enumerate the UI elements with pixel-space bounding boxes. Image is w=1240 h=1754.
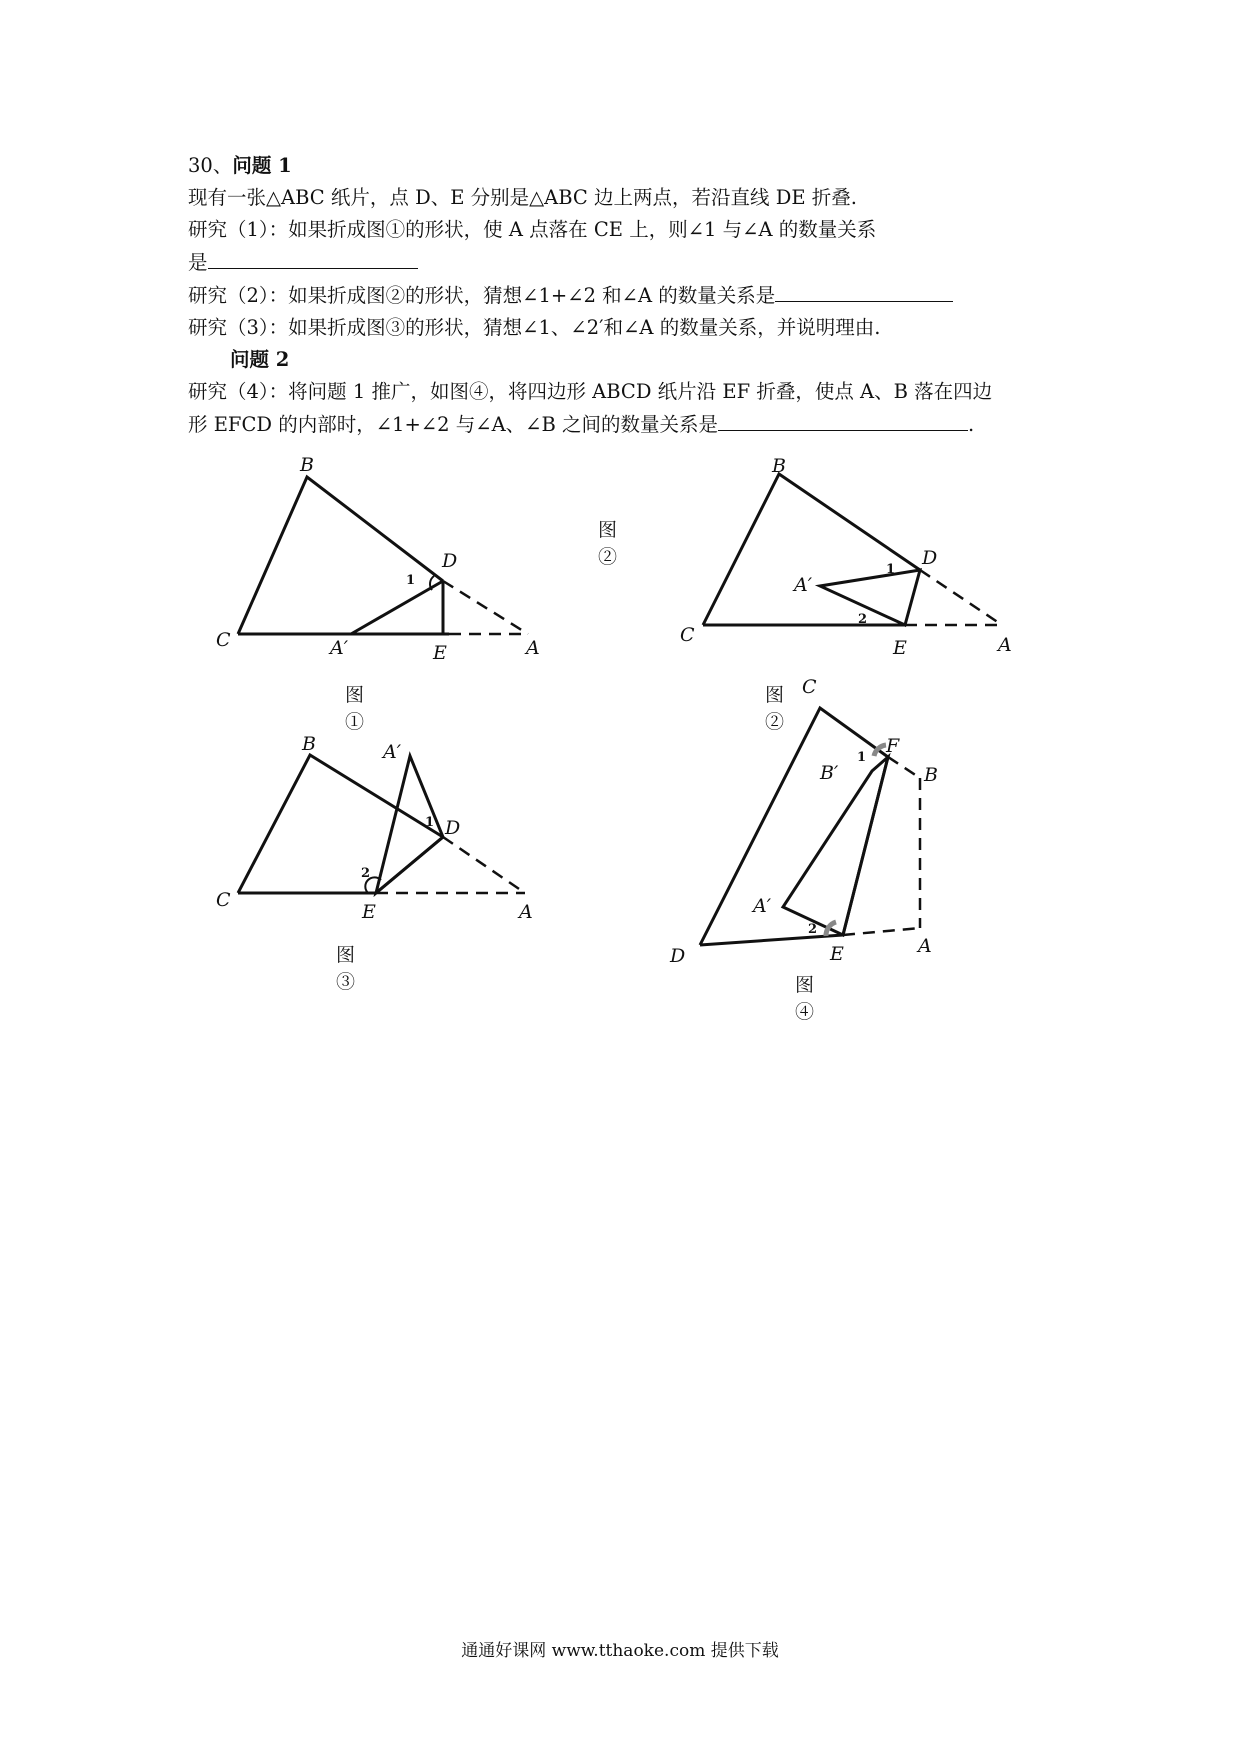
study4-line: 研究（4）：将问题 1 推广，如图④，将四边形 ABCD 纸片沿 EF 折叠，使点 A、B 落在四边 — [188, 380, 993, 403]
fig2-label-a-prime: A′ — [794, 574, 813, 596]
fig4-caption: 图④ — [795, 974, 815, 1023]
fig4-label-f: F — [886, 735, 900, 757]
fig3-angle1-label: 1 — [425, 815, 435, 830]
fig2-stray-label: C — [802, 676, 817, 698]
fig2-caption: 图② — [765, 684, 785, 733]
study4-tail: 形 EFCD 的内部时，∠1+∠2 与∠A、∠B 之间的数量关系是 — [188, 413, 719, 436]
study4-end: . — [968, 413, 975, 436]
fig4-angle2-label: 2 — [808, 922, 818, 937]
fig2-angle2-label: 2 — [858, 612, 868, 627]
fig4-label-b: B — [924, 764, 938, 786]
fig4-label-e: E — [830, 943, 844, 965]
fig3-caption: 图③ — [336, 944, 356, 993]
study2-text: 研究（2）：如果折成图②的形状，猜想∠1+∠2 和∠A 的数量关系是 — [188, 284, 776, 307]
fig3-label-a: A — [519, 901, 533, 923]
study3-line: 研究（3）：如果折成图③的形状，猜想∠1、∠2′和∠A 的数量关系，并说明理由. — [188, 316, 881, 339]
fig4-angle1-label: 1 — [857, 750, 867, 765]
fig1-label-c: C — [216, 629, 231, 651]
fig1-caption: 图① — [345, 684, 365, 733]
fig3-label-c: C — [216, 889, 231, 911]
fig1-angle1-label: 1 — [406, 573, 416, 588]
problem2-title: 问题 2 — [230, 348, 290, 371]
fig1-label-a: A — [526, 637, 540, 659]
study1-tail: 是 — [188, 251, 208, 274]
fig2-label-c: C — [680, 624, 695, 646]
intro-line: 现有一张△ABC 纸片，点 D、E 分别是△ABC 边上两点，若沿直线 DE 折叠. — [188, 186, 858, 209]
fig4-label-a: A — [918, 935, 932, 957]
study1-line: 研究（1）：如果折成图①的形状，使 A 点落在 CE 上，则∠1 与∠A 的数量关系 — [188, 218, 877, 241]
fig4-label-a-prime: A′ — [753, 895, 772, 917]
fig1-label-e: E — [433, 642, 447, 664]
footer-source: 通通好课网 www.tthaoke.com 提供下载 — [461, 1641, 779, 1661]
fig3-label-e: E — [362, 901, 376, 923]
fig2-label-e: E — [893, 637, 907, 659]
problem1-title: 问题 1 — [232, 154, 292, 177]
fig1-label-a-prime: A′ — [330, 637, 349, 659]
fig1-label-b: B — [300, 454, 314, 476]
fig4-label-d: D — [670, 945, 686, 967]
fig1-label-d: D — [442, 550, 458, 572]
question-number: 30、 — [188, 154, 233, 177]
fig4-label-b-prime: B′ — [820, 762, 839, 784]
fig4-dashed-ea — [843, 928, 920, 935]
fig2-label-b: B — [772, 455, 786, 477]
fig4-base-de — [700, 935, 843, 945]
fig4-dashed-fb — [888, 757, 920, 778]
fig3-label-d: D — [445, 817, 461, 839]
fig4-fold-fe — [843, 757, 888, 935]
fig2-label-a: A — [998, 634, 1012, 656]
fig3-label-a-prime: A′ — [383, 741, 402, 763]
fig2-angle1-label: 1 — [886, 562, 896, 577]
fig2-label-d: D — [922, 547, 938, 569]
fig2-side-caption: 图② — [598, 519, 618, 568]
fig4-side-dc-cf — [700, 708, 888, 945]
fig3-angle2-label: 2 — [361, 866, 371, 881]
fig3-label-b: B — [302, 733, 316, 755]
